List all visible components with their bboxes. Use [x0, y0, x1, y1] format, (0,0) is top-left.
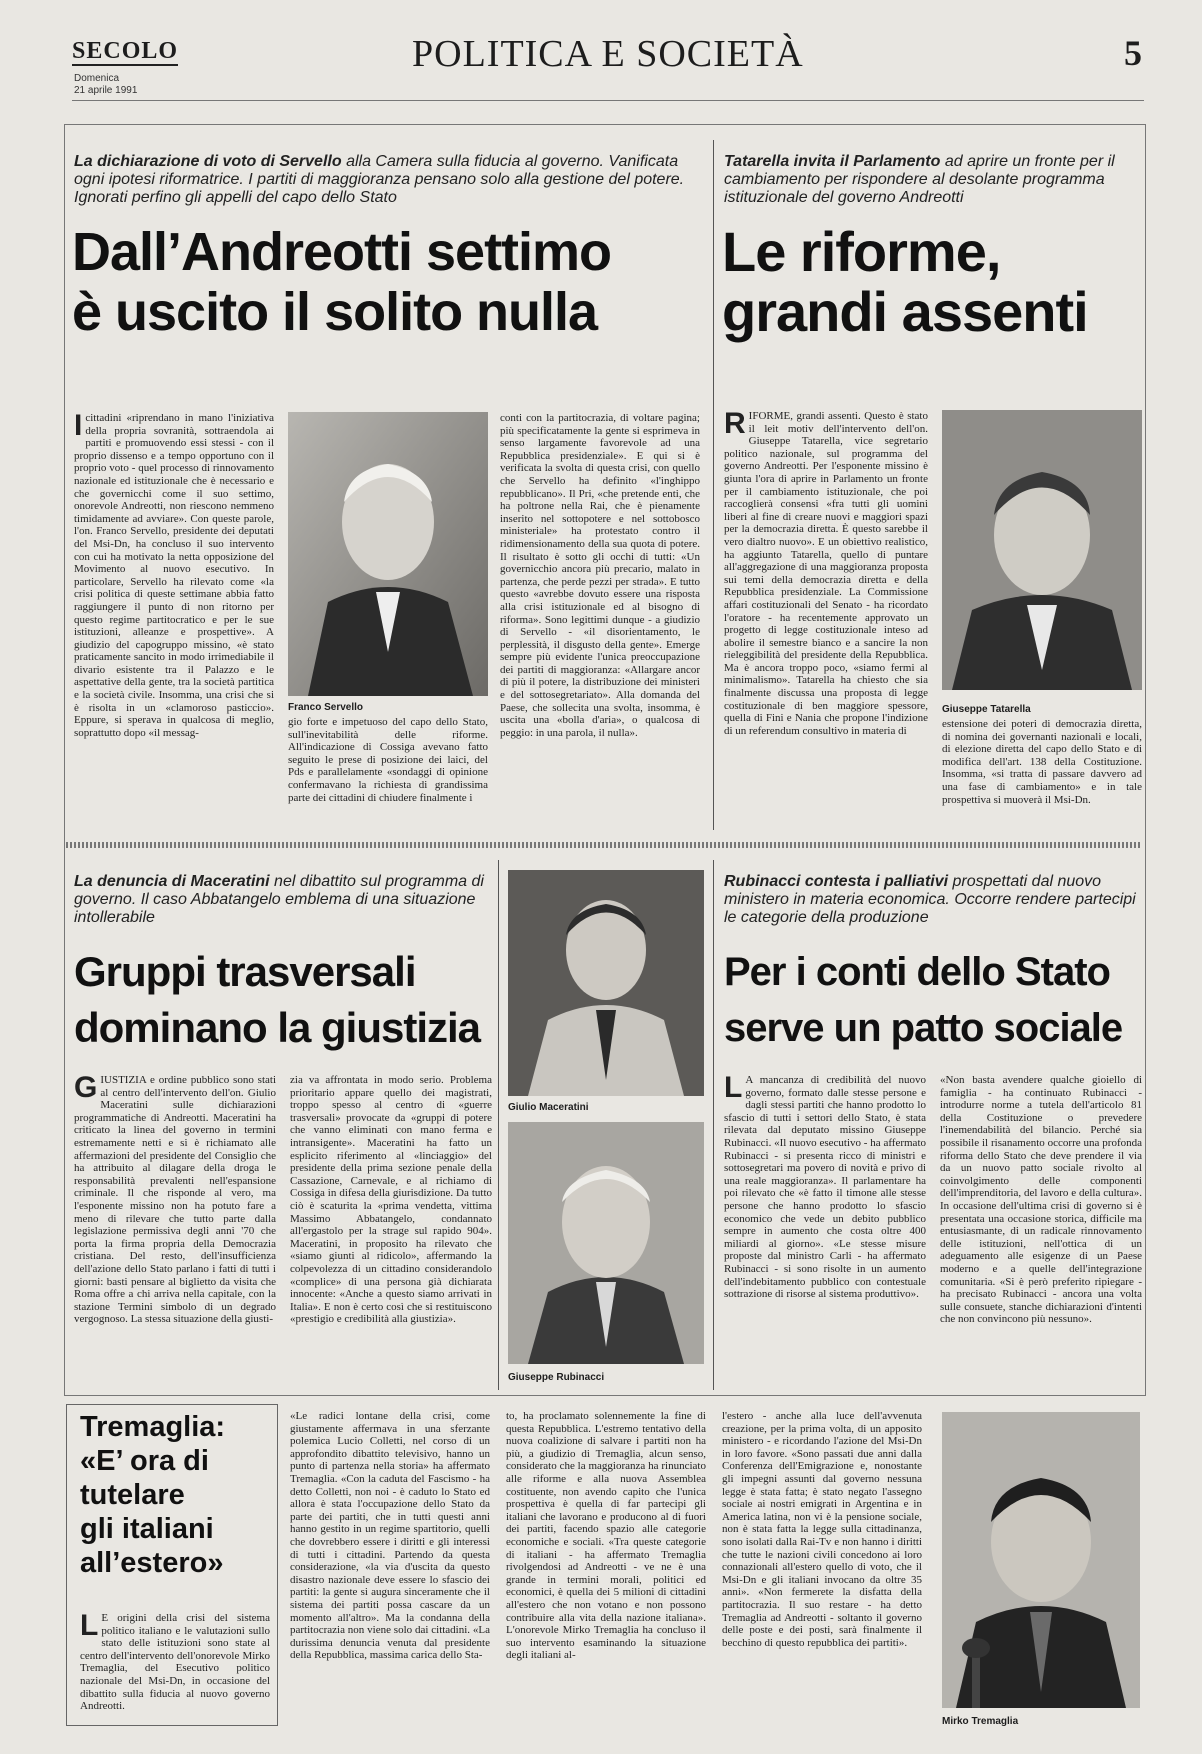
- headline-line-2: grandi assenti: [722, 280, 1088, 343]
- column-text: gio forte e impetuoso del capo dello Stato, sull'inevitabilità delle riforme. All'indicazione di Cossiga avevano fatto seguito le prese di posizione dei laici, del Pds e parallelamente «sondaggi di opinione confermavano la richiesta di grandissima parte dei cittadini di chiudere finalmente i: [288, 716, 488, 804]
- article-column-1: [74, 412, 274, 818]
- photo-caption: Mirko Tremaglia: [942, 1716, 1019, 1727]
- article-kicker: [74, 873, 494, 927]
- column-text: IUSTIZIA e ordine pubblico sono stati al centro dell'intervento dell'on. Giulio Maceratini sulle dichiarazioni programmatiche di Andreotti. Maceratini ha criticato la linea del governo in termini estremamente netti e si è richiamato alle affermazioni del presidente del Consiglio che ha attribuito al dilagare della droga le responsabilità prevalenti nell'espansione criminale. Il che risponde al vero, ma l'esponente missino non ha potuto fare a meno di rilevare che tutto parte dalla legislazione permissiva degli anni '70 che porta la firma propria della Democrazia cristiana. Del resto, dell'insufficienza dell'azione dello Stato parlano i fatti di tutti i giorni: basti pensare al biglietto da visita che Roma offre a chi arriva nella capitale, con la stazione Termini simbolo di un degrado vergognoso. La stessa situazione della giusti-: [74, 1074, 276, 1326]
- kicker-bold: La dichiarazione di voto di Servello: [74, 153, 342, 170]
- photo-caption: Giuseppe Rubinacci: [508, 1372, 605, 1383]
- portrait-image: [942, 410, 1142, 690]
- drop-cap: G: [74, 1074, 98, 1104]
- drop-cap: I: [74, 412, 83, 442]
- article-headline: [72, 222, 712, 342]
- kicker-bold: La denuncia di Maceratini: [74, 873, 270, 890]
- photo-caption: Franco Servello: [288, 702, 364, 713]
- article-column-2: [940, 1074, 1142, 1384]
- article-kicker: [724, 153, 1134, 207]
- article-column-2: [942, 718, 1142, 818]
- column-text: to, ha proclamato solennemente la fine di questa Repubblica. L'estremo tentativo della nuova coalizione di salvare i partiti non ha più, a giudizio di Tremaglia, alcun senso, considerato che la maggioranza ha rinunciato alle riforme e alla nuova Assemblea costituente, non avendo capito che l'unica prospettiva è quella di far partecipi gli italiani che lavorano e producono al di fuori dei partiti, facendo spazio alle categorie economiche e sociali. «Tra queste categorie di italiani - ha affermato Tremaglia rivolgendosi ad Andreotti - ve ne è una grande in termini morali, politici ed economici, è quella dei 5 milioni di cittadini all'estero che non votano e non possono contribuire alla vita della nazione italiana». L'onorevole Mirko Tremaglia ha concluso il suo intervento esaminando la situazione degli italiani al-: [506, 1410, 706, 1662]
- drop-cap: L: [724, 1074, 743, 1104]
- article-column-3: [506, 1410, 706, 1720]
- column-divider-mid-left: [498, 860, 499, 1390]
- headline-line-1: Dall’Andreotti settimo: [72, 222, 612, 282]
- photo-tremaglia: [942, 1412, 1140, 1708]
- article-column-2: [290, 1074, 492, 1384]
- photo-servello: [288, 412, 488, 696]
- section-title: POLITICA E SOCIETÀ: [412, 33, 804, 75]
- portrait-image: [508, 870, 704, 1096]
- kicker-text: nel dibattito sul programma di governo. Il caso Abbatangelo emblema di una situazione intollerabile: [74, 873, 484, 926]
- article-headline: [80, 1410, 272, 1580]
- column-text: «Non basta avendere qualche gioiello di famiglia - ha continuato Rubinacci - introdurre norme a tutela dell'articolo 81 della Costituzione o prevedere l'inemendabilità del bilancio. Perché sia possibile il risanamento occorre una profonda riforma dello Stato che deve prendere il via da un nuovo patto sociale rivolto al coinvolgimento delle componenti dell'imprenditoria, del lavoro e della cultura». In occasione dell'ultima crisi di governo si è presentata una occasione storica, difficile ma entusiasmante, di un radicale rinnovamento delle istituzioni, nell'ottica di un adeguamento alle esigenze di un Paese moderno e a quelle dell'integrazione comunitaria. «Si è però preferito ripiegare - ha precisato Rubinacci - ancora una volta sulle consuete, stanche dichiarazioni d'intenti che non convincono più nessuno».: [940, 1074, 1142, 1326]
- portrait-image: [288, 412, 488, 696]
- column-text: «Le radici lontane della crisi, come giustamente affermava in una sferzante polemica Lucio Colletti, nel corso di un approfondito dibattito televisivo, hanno un punto di partenza nella storia» ha affermato Tremaglia. «Con la caduta del Fascismo - ha detto Colletti, non noi - è caduto lo Stato ed allora è stata l'occupazione dello Stato da parte dei partiti, che in tutti questi anni hanno gestito in un regime spartitorio, quelli che dovrebbero essere i diritti e gli interessi di tutti i cittadini. Partendo da questa considerazione, «la via d'uscita da questo disastro nazionale deve essere lo sfascio dei partiti: la gente si augura sinceramente che il sistema dei partiti possa cascare da un momento all'altro». Ma la condanna della partitocrazia non viene solo dai cittadini. «La durissima denuncia venuta dal presidente della Repubblica, massima carica dello Sta-: [290, 1410, 490, 1662]
- photo-rubinacci: [508, 1122, 704, 1364]
- column-text: estensione dei poteri di democrazia diretta, di nomina dei governanti nazionali e locali, di elezione diretta del capo dello Stato e di modifica dell'art. 138 della Costituzione. Insomma, «si tratta di passare davvero ad una fase di cambiamento» e in tale prospettiva si muoverà il Msi-Dn.: [942, 718, 1142, 806]
- article-column-1: [80, 1612, 270, 1718]
- headline-line-3: tutelare: [80, 1479, 185, 1511]
- article-kicker: [74, 153, 704, 207]
- headline-line-1: Tremaglia:: [80, 1411, 226, 1443]
- headline-line-2: serve un patto sociale: [724, 1006, 1123, 1050]
- article-kicker: [724, 873, 1138, 927]
- kicker-text: prospettati dal nuovo ministero in materia economica. Occorre rendere partecipi le categorie della produzione: [724, 873, 1136, 926]
- headline-line-1: Le riforme,: [722, 220, 1001, 283]
- photo-caption: Giulio Maceratini: [508, 1102, 589, 1113]
- article-headline: [724, 944, 1144, 1056]
- page-number: 5: [1124, 33, 1142, 73]
- column-divider-mid-right: [713, 860, 714, 1390]
- article-headline: [722, 222, 1142, 342]
- headline-line-1: Gruppi trasversali: [74, 948, 416, 995]
- issue-full-date: 21 aprile 1991: [74, 85, 138, 96]
- article-column-4: [722, 1410, 922, 1720]
- issue-day: Domenica: [74, 73, 120, 84]
- article-column-2: [288, 716, 488, 818]
- column-text: zia va affrontata in modo serio. Problema prioritario appare quello dei magistrati, troppo spesso al centro di «guerre trasversali» provocate da «gruppi di potere che vanno eliminati con mano ferma e intransigente». Maceratini ha fatto un esplicito riferimento al «linciaggio» del presidente della prima sezione penale della Cassazione, Carnevale, e al richiamo di Cossiga in difesa della giurisdizione. Da tutto ciò è scaturita la «prima vendetta, vittima Massimo Abbatangelo, condannato all'ergastolo per la strage sul rapido 904». Maceratini, in proposito ha rilevato che «siamo giunti al ridicolo», affermando la colpevolezza di un cittadino considerandolo «complice» di una persona già dichiarata innocente: «Anche a questo siamo arrivati in Italia». E non è certo così che si restituiscono «prestigio e credibilità alla giustizia».: [290, 1074, 492, 1326]
- newspaper-logo: SECOLO: [72, 38, 179, 64]
- masthead: [72, 28, 1142, 98]
- section-divider: [66, 842, 1142, 848]
- photo-caption: Giuseppe Tatarella: [942, 704, 1031, 715]
- kicker-text: ad aprire un fronte per il cambiamento per rispondere al desolante programma istituzionale del governo Andreotti: [724, 153, 1115, 206]
- column-divider-top: [713, 140, 714, 830]
- article-column-2: [290, 1410, 490, 1720]
- article-column-1: [724, 1074, 926, 1384]
- column-text: l'estero - anche alla luce dell'avvenuta creazione, per la prima volta, di un apposito ministero - e ricordando l'azione del Msi-Dn in loro favore. «Sono passati due anni dalla Conferenza dell'Emigrazione e, nonostante gli impegni assunti dal governo nessuna legge è stata fatta; è stato negato l'assegno sociale ai nostri emigrati in Argentina e in America latina, non vi è la pensione sociale, non è stata fatta la legge sulla cittadinanza, sono isolati dalla Rai-Tv e non hanno i diritti che tutte le nazioni civili concedono ai loro connazionali all'estero quello di voto, che il Msi-Dn e gli italiani invocano da oltre 35 anni». «Non fermerete la disfatta della partitocrazia. Il suo restare - ha detto Tremaglia ad Andreotti - soltanto il governo delle poste e dei posti, sarà finalmente il becchino di questo repubblica dei partiti».: [722, 1410, 922, 1649]
- article-column-3: [500, 412, 700, 818]
- column-text: A mancanza di credibilità del nuovo governo, formato dalle stesse persone e dagli stessi partiti che hanno prodotto lo sfascio di tutti i settori dello Stato, è stata rilevata dal deputato missino Giuseppe Rubinacci. «Il nuovo esecutivo - ha affermato Rubinacci - si presenta ricco di ministri e sottosegretari ma povero di novità e privo di una reale maggioranza». Il parlamentare ha poi rilevato che «è fatto il timone alle stesse persone che hanno prodotto lo sfascio economico che vede un debito pubblico sempre in aumento che costa oltre 400 miliardi al giorno». «Le stesse misure proposte dal ministro Carli - ha affermato Rubinacci - si sono risolte in un aumento dell'indebitamento pubblico con contestuale sottrazione di risorse al sistema produttivo».: [724, 1074, 926, 1301]
- issue-date: [74, 73, 137, 97]
- headline-line-2: «E’ ora di: [80, 1445, 209, 1477]
- drop-cap: L: [80, 1612, 99, 1642]
- photo-maceratini: [508, 870, 704, 1096]
- article-headline: [74, 944, 494, 1056]
- headline-line-2: dominano la giustizia: [74, 1004, 481, 1051]
- portrait-image: [942, 1412, 1140, 1708]
- kicker-bold: Rubinacci contesta i palliativi: [724, 873, 949, 890]
- column-text: cittadini «riprendano in mano l'iniziativa della propria sovranità, sottraendola ai partiti e promuovendo essi stessi - con il proprio dissenso e a tempo opportuno con il proprio voto - quel processo di rinnovamento nazionale ed istituzionale che è necessario e che governicchi come il suo settimo, onorevole Andreotti, non riescono nemmeno timidamente ad avviare». Con queste parole, l'on. Franco Servello, presidente dei deputati del Msi-Dn, ha concluso il suo intervento con cui ha motivato la netta opposizione del Movimento al nuovo esecutivo. In particolare, Servello ha rilevato come «la crisi politica di queste settimane abbia fatto raggiungere il punto di non ritorno per questo regime partitocratico e per le sue istituzioni, alleanze e prospettive». A giudizio del capogruppo missino, «è stato praticamente sancito in modo irrimediabile il divario esistente tra il Palazzo e le aspettative della gente, tra la società partitica e la società civile. Insomma, una crisi che si è risolta in un «clamoroso pasticcio». Eppure, si sperava in qualcosa di meglio, soprattutto dopo «il messag-: [74, 412, 274, 739]
- column-text: IFORME, grandi assenti. Questo è stato il leit motiv dell'intervento dell'on. Giuseppe Tatarella, vice segretario politico nazionale, sul programma del governo Andreotti. Per l'esponente missino è giunta l'ora di aprire in Parlamento un fronte per il cambiamento istituzionale, che poi raccoglierà consensi «fra tutti gli uomini liberi al fine di creare nuovi e maggiori spazi per la democrazia diretta. È questo sarebbe il vero dialtro nuovo». E un obiettivo realistico, ha aggiunto Tatarella, quello di puntare all'aggregazione di una maggioranza proposta sui temi della democrazia diretta e della Repubblica presidenziale. La Commissione affari costituzionali del Senato - ha ricordato l'oratore - ha recentemente approvato un progetto di legge costituzionale inteso ad abolire il semestre bianco e a sancire la non rieleggibilità del presidente della Repubblica. Ma è ancora troppo poco, «siamo fermi al minimalismo». Tatarella ha chiesto che sia finalmente discussa una proposta di legge costituzionale di ben maggiore spessore, quella di Fini e Nania che propone l'indizione di un referendum consultivo in materia di: [724, 410, 928, 737]
- kicker-text: alla Camera sulla fiducia al governo. Vanificata ogni ipotesi riformatrice. I partiti di maggioranza pensano solo alla gestione del potere. Ignorati perfino gli appelli del capo dello Stato: [74, 153, 685, 206]
- article-column-1: [724, 410, 928, 818]
- column-text: conti con la partitocrazia, di voltare pagina; più specificatamente la gente si esprimeva in senso largamente favorevole ad una Repubblica presidenziale». E qui si è verificata la svolta di questa crisi, con quello che Servello ha definito «l'inghippo repubblicano». Il Pri, «che pretende enti, che ha poltrone nella Rai, che è pienamente inserito nel sottopotere e nel sottobosco ministeriale» ha protestato contro il ridimensionamento della sua quota di potere. Il risultato è sotto gli occhi di tutti: «Un governicchio ancora più precario, malato in partenza, che perde pezzi per strada». E tutto questo «avrebbe dovuto essere una risposta alla crisi istituzionale ed al bisogno di riforma». Sono legittimi dunque - a giudizio di Servello - «il disorientamento, le perplessità, il disgusto della gente». Emerge sempre più evidente l'unica preoccupazione dei partiti di maggioranza: «Allargare ancor di più il potere, la distribuzione dei ministeri e del sottosegretariato». Alla domanda del Paese, che sollecita una svolta, insomma, è uscita una «bolla d'aria», o qualcosa di peggio: in una parola, il nulla».: [500, 412, 700, 739]
- portrait-image: [508, 1122, 704, 1364]
- drop-cap: R: [724, 410, 746, 440]
- photo-tatarella: [942, 410, 1142, 690]
- kicker-bold: Tatarella invita il Parlamento: [724, 153, 941, 170]
- headline-line-2: è uscito il solito nulla: [72, 282, 598, 342]
- masthead-rule: [72, 100, 1144, 101]
- article-column-1: [74, 1074, 276, 1384]
- column-text: E origini della crisi del sistema politico italiano e le valutazioni sullo stato delle istituzioni sono state al centro dell'intervento dell'onorevole Mirko Tremaglia, del Esecutivo politico nazionale del Msi-Dn, in occasione del dibattito sulla fiducia al nuovo governo Andreotti.: [80, 1612, 270, 1713]
- headline-line-1: Per i conti dello Stato: [724, 950, 1110, 994]
- headline-line-4: gli italiani: [80, 1513, 214, 1545]
- headline-line-5: all’estero»: [80, 1547, 224, 1579]
